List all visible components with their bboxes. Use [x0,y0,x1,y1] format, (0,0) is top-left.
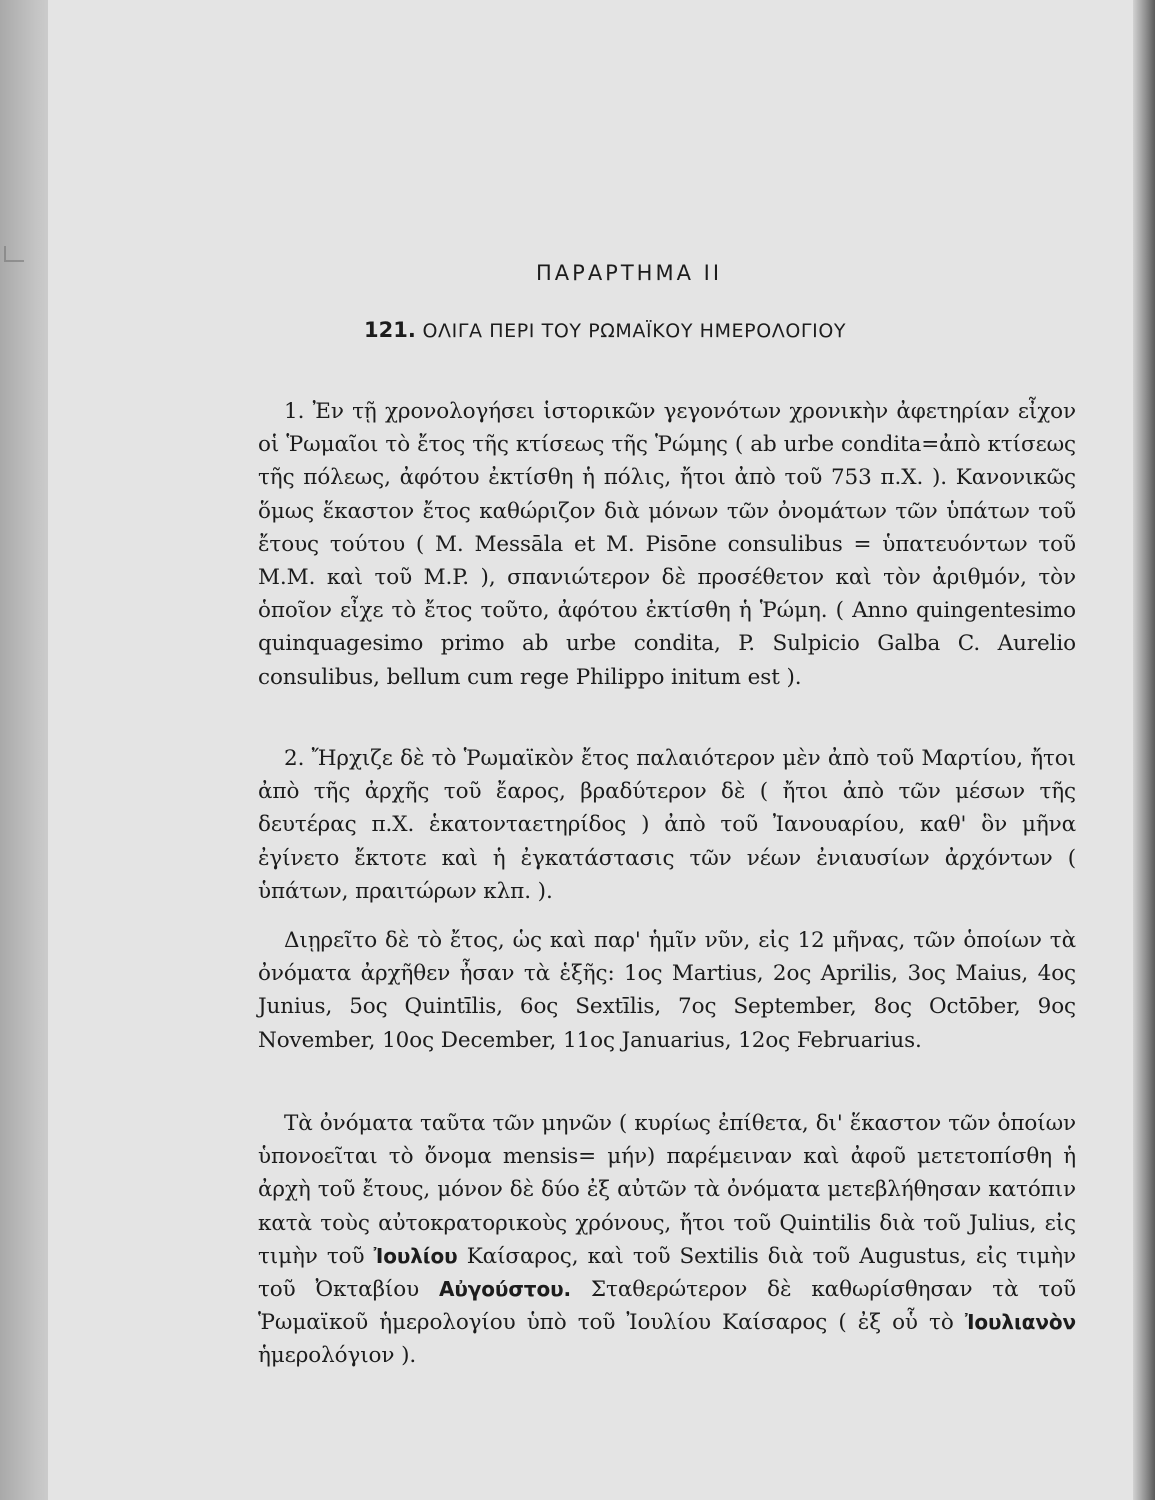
bold-name-iouliou: Ἰουλίου [373,1243,458,1268]
paragraph-4-part-e: ἡμερολόγιον ). [258,1343,417,1369]
page-edge-shadow [1133,0,1155,1500]
paragraph-4-text [258,1107,1076,1373]
bold-name-ioulianon: Ἰουλιανὸν [964,1310,1077,1335]
paragraph-4-part-a: Τὰ ὀνόματα ταῦτα τῶν μηνῶν ( κυρίως ἐπίθετα, δι' ἕκαστον τῶν ὁποίων ὑπονοεῖται τὸ ὄνομα mensis= μήν) παρέμειναν καὶ ἀφοῦ μετετοπίσθη ἡ ἀρχὴ τοῦ ἔτους, μόνον δὲ δύο ἐξ αὐτῶν τὰ ὀνόματα μετεβλήθησαν κατόπιν κατὰ τοὺς αὐτοκρατορικοὺς χρόνους, ἤτοι τοῦ Quintilis διὰ τοῦ Julius, εἰς τιμὴν τοῦ [258,1111,1076,1269]
paragraph-1-text: 1. Ἐν τῇ χρονολογήσει ἱστορικῶν γεγονότων χρονικὴν ἀφετηρίαν εἶχον οἱ Ῥωμαῖοι τὸ ἔτος τῆς κτίσεως τῆς Ῥώμης ( ab urbe condita=ἀπὸ κτίσεως τῆς πόλεως, ἀφότου ἐκτίσθη ἡ πόλις, ἤτοι ἀπὸ τοῦ 753 π.Χ. ). Κανονικῶς ὅμως ἕκαστον ἔτος καθώριζον διὰ μόνων τῶν ὀνομάτων τῶν ὑπάτων τοῦ ἔτους τούτου ( M. Messāla et M. Pisōne consulibus = ὑπατευόντων τοῦ M.M. καὶ τοῦ M.P. ), σπανιώτερον δὲ προσέθετον καὶ τὸν ἀριθμόν, τὸν ὁποῖον εἶχε τὸ ἔτος τοῦτο, ἀφότου ἐκτίσθη ἡ Ῥώμη. ( Anno quingentesimo quinquagesimo primo ab urbe condita, P. Sulpicio Galba C. Aurelio consulibus, bellum cum rege Philippo initum est ). [258,399,1076,690]
section-number: 121. [364,318,416,342]
paragraph-1 [258,395,1076,694]
paragraph-3-text: Διῃρεῖτο δὲ τὸ ἔτος, ὡς καὶ παρ' ἡμῖν νῦν, εἰς 12 μῆνας, τῶν ὁποίων τὰ ὀνόματα ἀρχῆθεν ἦσαν τὰ ἑξῆς: 1ος Martius, 2ος Aprilis, 3ος Maius, 4ος Junius, 5ος Quintīlis, 6ος Sextīlis, 7ος September, 8ος Octōber, 9ος November, 10ος December, 11ος Januarius, 12ος Februarius. [258,928,1076,1053]
paragraph-4-part-d: Σταθερώτερον δὲ καθωρίσθησαν τὰ τοῦ Ῥωμαϊκοῦ ἡμερολογίου ὑπὸ τοῦ Ἰουλίου Καίσαρος ( ἐξ οὗ τὸ [258,1277,1077,1336]
section-heading [364,318,846,342]
paragraph-2 [258,742,1076,908]
paragraph-4 [258,1107,1076,1373]
section-title: ΟΛΙΓΑ ΠΕΡΙ ΤΟΥ ΡΩΜΑΪΚΟΥ ΗΜΕΡΟΛΟΓΙΟΥ [422,320,847,342]
margin-mark [4,246,24,262]
paragraph-4-part-c: Καίσαρος, καὶ τοῦ Sextilis διὰ τοῦ Augustus, εἰς τιμὴν τοῦ Ὀκταβίου [258,1243,1077,1303]
paragraph-2-text: 2. Ἤρχιζε δὲ τὸ Ῥωμαϊκὸν ἔτος παλαιότερον μὲν ἀπὸ τοῦ Μαρτίου, ἤτοι ἀπὸ τῆς ἀρχῆς τοῦ ἔαρος, βραδύτερον δὲ ( ἤτοι ἀπὸ τῶν μέσων τῆς δευτέρας π.Χ. ἑκατονταετηρίδος ) ἀπὸ τοῦ Ἰανουαρίου, καθ' ὃν μῆνα ἐγίνετο ἔκτοτε καὶ ἡ ἐγκατάστασις τῶν νέων ἐνιαυσίων ἀρχόντων ( ὑπάτων, πραιτώρων κλπ. ). [258,746,1076,904]
appendix-title: ΠΑΡΑΡΤΗΜΑ II [536,261,723,285]
paragraph-3 [258,924,1076,1057]
bold-name-augoustou: Αὐγούστου. [438,1277,572,1302]
